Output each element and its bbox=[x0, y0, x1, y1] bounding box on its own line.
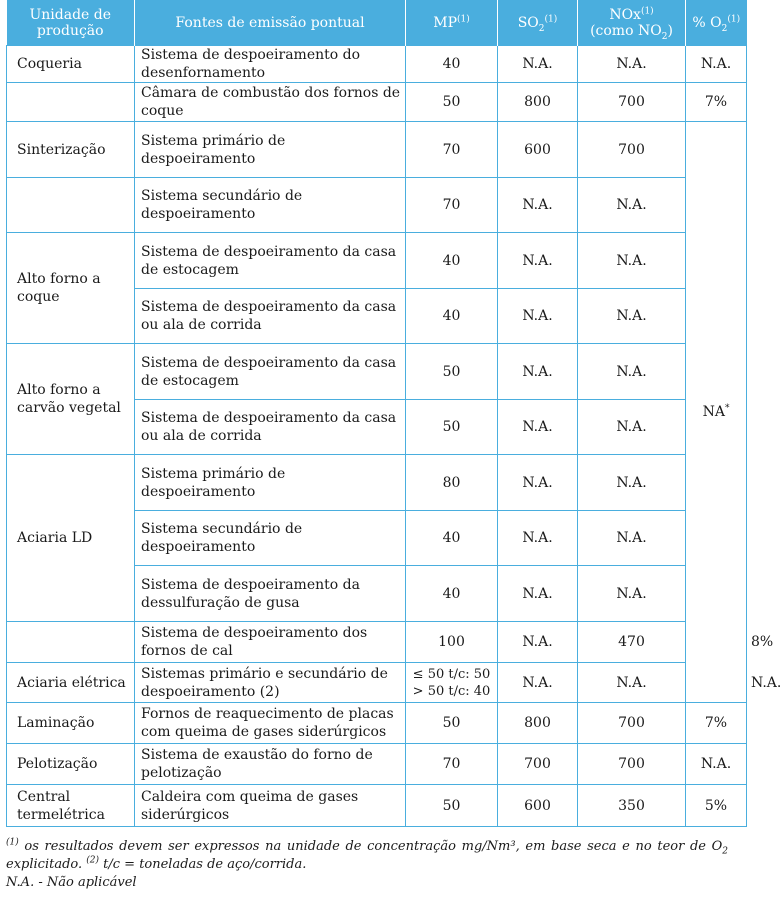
table-row bbox=[7, 83, 747, 122]
nox-cell: N.A. bbox=[578, 178, 686, 233]
nox-cell: 470 bbox=[578, 622, 686, 663]
mp-cell: 40 bbox=[406, 566, 498, 622]
source-cell: Caldeira com queima de gases siderúrgicos bbox=[135, 785, 406, 827]
unit-cell: Alto forno a coque bbox=[7, 233, 135, 344]
table-row bbox=[7, 344, 747, 400]
unit-cell-empty bbox=[7, 178, 135, 233]
unit-cell: Laminação bbox=[7, 703, 135, 744]
nox-cell: 350 bbox=[578, 785, 686, 827]
source-cell: Sistema primário de despoeiramento bbox=[135, 455, 406, 511]
so2-cell: N.A. bbox=[498, 455, 578, 511]
nox-cell: 700 bbox=[578, 122, 686, 178]
o2-merged-cell: NA* bbox=[686, 122, 747, 703]
source-cell: Sistema secundário de despoeiramento bbox=[135, 178, 406, 233]
header-so2: $SO_2^{(1)}$ bbox=[498, 0, 578, 46]
mp-cell: 70 bbox=[406, 744, 498, 785]
so2-cell: N.A. bbox=[498, 663, 578, 703]
o2-cell: 5% bbox=[686, 785, 747, 827]
unit-cell: Aciaria elétrica bbox=[7, 663, 135, 703]
so2-cell: N.A. bbox=[498, 344, 578, 400]
source-cell: Sistema de despoeiramento da casa de estocagem bbox=[135, 344, 406, 400]
source-cell: Sistema de despoeiramento dos fornos de cal bbox=[135, 622, 406, 663]
mp-cell: 80 bbox=[406, 455, 498, 511]
mp-cell: 40 bbox=[406, 46, 498, 83]
mp-cell: 50 bbox=[406, 400, 498, 455]
nox-cell: N.A. bbox=[578, 511, 686, 566]
source-cell: Sistema de despoeiramento da casa de estocagem bbox=[135, 233, 406, 289]
nox-cell: 700 bbox=[578, 703, 686, 744]
table-row: Sistema de despoeiramento dos fornos de cal 100 N.A. 470 8% bbox=[7, 622, 747, 663]
header-sources: Fontes de emissão pontual bbox=[135, 0, 406, 46]
footnote-na: N.A. - Não aplicável bbox=[6, 875, 137, 890]
source-cell: Sistema secundário de despoeiramento bbox=[135, 511, 406, 566]
so2-cell: N.A. bbox=[498, 178, 578, 233]
so2-cell: N.A. bbox=[498, 511, 578, 566]
unit-cell-empty bbox=[7, 83, 135, 122]
table-row: Aciaria elétrica Sistemas primário e secundário de despoeiramento (2) ≤ 50 t/c: 50 > 50 t/c: 40 N.A. N.A. N.A. bbox=[7, 663, 747, 703]
so2-cell: 800 bbox=[498, 83, 578, 122]
so2-cell: N.A. bbox=[498, 566, 578, 622]
mp-cell: 100 bbox=[406, 622, 498, 663]
o2-cell: 7% bbox=[686, 83, 747, 122]
mp-cell: 40 bbox=[406, 511, 498, 566]
mp-cell: ≤ 50 t/c: 50 > 50 t/c: 40 bbox=[406, 663, 498, 703]
table-row bbox=[7, 785, 747, 827]
nox-cell: N.A. bbox=[578, 663, 686, 703]
mp-cell: 50 bbox=[406, 344, 498, 400]
so2-cell: N.A. bbox=[498, 46, 578, 83]
table-row bbox=[7, 46, 747, 83]
table-row bbox=[7, 233, 747, 289]
header-o2: % $O_2^{(1)}$ bbox=[686, 0, 747, 46]
table-row bbox=[7, 703, 747, 744]
unit-cell-empty bbox=[7, 622, 135, 663]
source-cell: Câmara de combustão dos fornos de coque bbox=[135, 83, 406, 122]
nox-cell: 700 bbox=[578, 744, 686, 785]
table-row bbox=[7, 122, 747, 178]
mp-cell: 40 bbox=[406, 289, 498, 344]
so2-cell: 700 bbox=[498, 744, 578, 785]
mp-cell: 50 bbox=[406, 83, 498, 122]
nox-cell: N.A. bbox=[578, 566, 686, 622]
mp-cell: 50 bbox=[406, 785, 498, 827]
nox-cell: N.A. bbox=[578, 289, 686, 344]
nox-cell: N.A. bbox=[578, 46, 686, 83]
source-cell: Fornos de reaquecimento de placas com queima de gases siderúrgicos bbox=[135, 703, 406, 744]
nox-cell: N.A. bbox=[578, 400, 686, 455]
emission-table-container bbox=[6, 0, 781, 827]
source-cell: Sistemas primário e secundário de despoeiramento (2) bbox=[135, 663, 406, 703]
source-cell: Sistema de despoeiramento da casa ou ala de corrida bbox=[135, 400, 406, 455]
so2-cell: 600 bbox=[498, 785, 578, 827]
so2-cell: 600 bbox=[498, 122, 578, 178]
mp-cell: 50 bbox=[406, 703, 498, 744]
nox-cell: N.A. bbox=[578, 233, 686, 289]
so2-cell: N.A. bbox=[498, 289, 578, 344]
o2-cell: 7% bbox=[686, 703, 747, 744]
unit-cell: Sinterização bbox=[7, 122, 135, 178]
source-cell: Sistema de despoeiramento da casa ou ala de corrida bbox=[135, 289, 406, 344]
emission-limits-table bbox=[6, 0, 781, 827]
unit-cell: Alto forno a carvão vegetal bbox=[7, 344, 135, 455]
nox-cell: N.A. bbox=[578, 455, 686, 511]
table-footnotes bbox=[6, 838, 728, 892]
unit-cell: Central termelétrica bbox=[7, 785, 135, 827]
table-row bbox=[7, 178, 747, 233]
so2-cell: N.A. bbox=[498, 622, 578, 663]
mp-cell: 40 bbox=[406, 233, 498, 289]
source-cell: Sistema de despoeiramento da dessulfuração de gusa bbox=[135, 566, 406, 622]
footnote-1: $^{(1)}$ os resultados devem ser expressos na unidade de concentração mg/Nm³, em base seca e no teor de $O_2$ explicitado. $^{(2)}$ t/c = toneladas de aço/corrida. bbox=[6, 837, 728, 872]
unit-cell: Pelotização bbox=[7, 744, 135, 785]
so2-cell: 800 bbox=[498, 703, 578, 744]
mp-cell: 70 bbox=[406, 122, 498, 178]
so2-cell: N.A. bbox=[498, 400, 578, 455]
source-cell: Sistema primário de despoeiramento bbox=[135, 122, 406, 178]
o2-cell: N.A. bbox=[686, 46, 747, 83]
unit-cell: Coqueria bbox=[7, 46, 135, 83]
header-unit: Unidade de produção bbox=[7, 0, 135, 46]
table-row bbox=[7, 744, 747, 785]
header-nox: NOx$^{(1)}$ (como $NO_2$) bbox=[578, 0, 686, 46]
source-cell: Sistema de despoeiramento do desenfornamento bbox=[135, 46, 406, 83]
nox-cell: 700 bbox=[578, 83, 686, 122]
nox-cell: N.A. bbox=[578, 344, 686, 400]
o2-cell: N.A. bbox=[686, 744, 747, 785]
header-mp: MP$^{(1)}$ bbox=[406, 0, 498, 46]
unit-cell: Aciaria LD bbox=[7, 455, 135, 622]
so2-cell: N.A. bbox=[498, 233, 578, 289]
source-cell: Sistema de exaustão do forno de pelotização bbox=[135, 744, 406, 785]
table-header-row bbox=[7, 0, 747, 46]
table-row bbox=[7, 455, 747, 511]
mp-cell: 70 bbox=[406, 178, 498, 233]
